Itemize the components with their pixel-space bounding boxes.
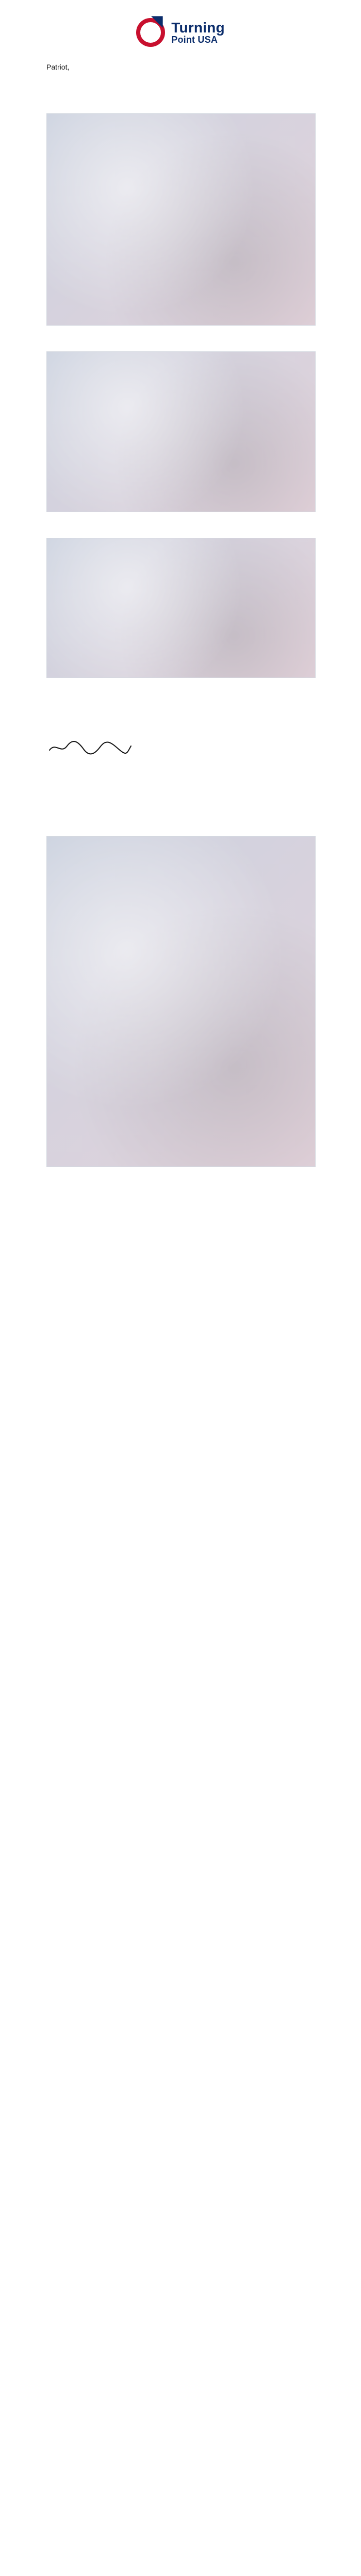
signoff-name <box>46 762 315 772</box>
header <box>0 14 361 50</box>
photo-image <box>47 837 315 1166</box>
photo <box>46 113 316 326</box>
greeting: Patriot, <box>46 63 70 71</box>
brand-logo-text <box>171 20 225 45</box>
scripture-reference <box>46 704 315 713</box>
photo <box>46 538 316 678</box>
photo <box>46 836 316 1167</box>
signature-icon <box>46 737 134 757</box>
brand-subtitle: Point USA <box>171 35 218 45</box>
paragraph <box>46 335 315 344</box>
paragraph <box>46 521 315 531</box>
letter-body <box>46 62 315 1185</box>
scripture-quote <box>46 687 315 699</box>
signoff-title-line-1 <box>46 779 315 788</box>
brand-logo-mark <box>136 18 165 47</box>
paragraph <box>46 720 315 730</box>
paragraph <box>46 1176 315 1185</box>
brand-title: Turning <box>171 19 225 36</box>
photo-image <box>47 352 315 512</box>
photo-image <box>47 538 315 677</box>
paragraph <box>46 80 315 90</box>
photo <box>46 351 316 512</box>
signoff-title-line-2 <box>46 795 315 805</box>
photo-image <box>47 114 315 325</box>
paragraph <box>46 97 315 106</box>
